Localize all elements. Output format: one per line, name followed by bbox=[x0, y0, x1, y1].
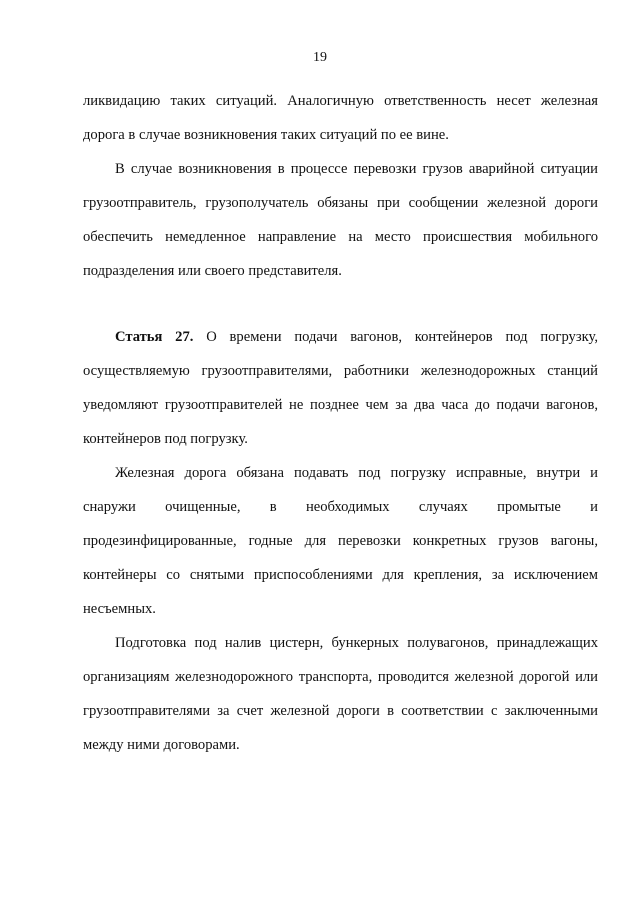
document-body bbox=[83, 84, 598, 762]
page-number: 19 bbox=[313, 50, 327, 65]
paragraph-emergency-situation: В случае возникновения в процессе перевозки грузов аварийной ситуации грузоотправитель, грузополучатель обязаны при сообщении железной дороги обеспечить немедленное направление на место происшествия мобильного подразделения или своего представителя. bbox=[83, 161, 598, 279]
paragraph-article-27 bbox=[83, 320, 598, 456]
paragraph-continuation: ликвидацию таких ситуаций. Аналогичную ответственность несет железная дорога в случае возникновения таких ситуаций по ее вине. bbox=[83, 93, 598, 143]
paragraph-railway-obligation: Железная дорога обязана подавать под погрузку исправные, внутри и снаружи очищенные, в необходимых случаях промытые и продезинфицированные, годные для перевозки конкретных грузов вагоны, контейнеры со снятыми приспособлениями для крепления, за исключением несъемных. bbox=[83, 465, 598, 617]
article-label: Статья 27. bbox=[115, 329, 194, 345]
article-text: О времени подачи вагонов, контейнеров под погрузку, осуществляемую грузоотправителями, работники железнодорожных станций уведомляют грузоотправителей не позднее чем за два часа до подачи вагонов, контейнеров под погрузку. bbox=[83, 329, 598, 447]
paragraph-tank-preparation: Подготовка под налив цистерн, бункерных полувагонов, принадлежащих организациям железнодорожного транспорта, проводится железной дорогой или грузоотправителями за счет железной дороги в соответствии с заключенными между ними договорами. bbox=[83, 635, 598, 753]
